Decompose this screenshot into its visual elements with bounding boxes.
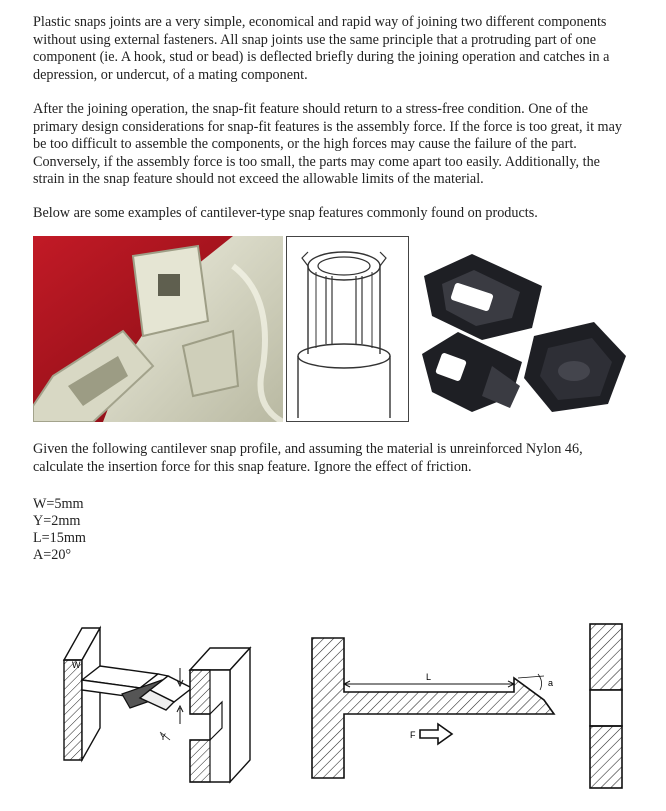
label-length: L <box>426 672 432 682</box>
label-width: W <box>72 660 81 670</box>
label-deflection: Y <box>160 732 167 742</box>
spec-angle: A=20° <box>33 547 72 563</box>
examples-paragraph: Below are some examples of cantilever-type snap features commonly found on products. <box>33 205 538 221</box>
design-paragraph: After the joining operation, the snap-fit feature should return to a stress-free condition. One of the primary design considerations for snap-fit features is the assembly force. If the force is too great, it may be too difficult to assemble the components, or the high forces may cause the failure of the part. Conversely, if the assembly force is too small, the parts may come apart too easily. Additionally, the strain in the snap feature should not exceed the allowable limits of the material. <box>33 101 622 188</box>
spec-deflection: Y=2mm <box>33 513 81 529</box>
problem-paragraph: Given the following cantilever snap profile, and assuming the material is unreinforced Nylon 46, calculate the insertion force for this snap feature. Ignore the effect of friction. <box>33 441 583 475</box>
spec-width: W=5mm <box>33 496 84 512</box>
cylinder-snap-drawing <box>286 236 409 422</box>
isometric-snap-diagram <box>50 610 260 790</box>
intro-paragraph: Plastic snaps joints are a very simple, economical and rapid way of joining two different components without using external fasteners. All snap joints use the same principle that a protruding part of one component (ie. A hook, stud or bead) is deflected briefly during the joining operation and catches in a depression, or undercut, of a mating component. <box>33 14 610 83</box>
spec-list <box>33 496 86 564</box>
snap-feature-photo <box>33 236 283 422</box>
label-force: F <box>410 730 416 740</box>
cantilever-profile-diagram <box>308 634 558 782</box>
buckle-photo <box>412 236 634 422</box>
mating-part-section-diagram <box>588 622 624 790</box>
label-angle: a <box>548 678 554 688</box>
spec-length: L=15mm <box>33 530 86 546</box>
